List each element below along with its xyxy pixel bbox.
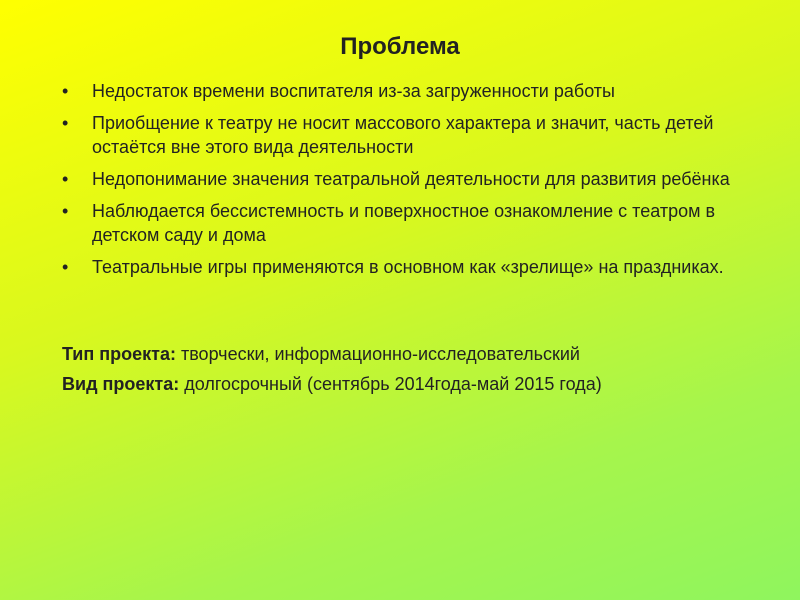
bullet-item bbox=[62, 167, 762, 191]
project-kind-label: Вид проекта: bbox=[62, 374, 180, 394]
bullet-dot-icon: • bbox=[62, 201, 69, 221]
bullet-dot-icon: • bbox=[62, 81, 69, 101]
bullet-text: Недопонимание значения театральной деятельности для развития ребёнка bbox=[92, 169, 730, 189]
bullet-dot-icon: • bbox=[62, 113, 69, 133]
bullet-item bbox=[62, 255, 762, 279]
bullet-dot-icon: • bbox=[62, 257, 69, 277]
bullet-text: Наблюдается бессистемность и поверхностное ознакомление с театром в детском саду и дома bbox=[92, 201, 716, 245]
bullet-item bbox=[62, 199, 762, 247]
project-kind-value: долгосрочный (сентябрь 2014года-май 2015 года) bbox=[179, 374, 602, 394]
bullet-text: Недостаток времени воспитателя из-за загруженности работы bbox=[92, 81, 615, 101]
problem-bullet-list bbox=[62, 79, 762, 287]
bullet-item bbox=[62, 111, 762, 159]
bullet-text: Театральные игры применяются в основном как «зрелище» на праздниках. bbox=[92, 257, 724, 277]
project-type-value: творчески, информационно-исследовательский bbox=[175, 344, 580, 364]
slide-title: Проблема bbox=[340, 33, 460, 60]
project-kind bbox=[62, 372, 782, 396]
bullet-dot-icon: • bbox=[62, 169, 69, 189]
project-type-label: Тип проекта: bbox=[62, 344, 176, 364]
bullet-text: Приобщение к театру не носит массового характера и значит, часть детей остаётся вне этого вида деятельности bbox=[92, 113, 714, 157]
project-type bbox=[62, 342, 782, 366]
bullet-item bbox=[62, 79, 762, 103]
